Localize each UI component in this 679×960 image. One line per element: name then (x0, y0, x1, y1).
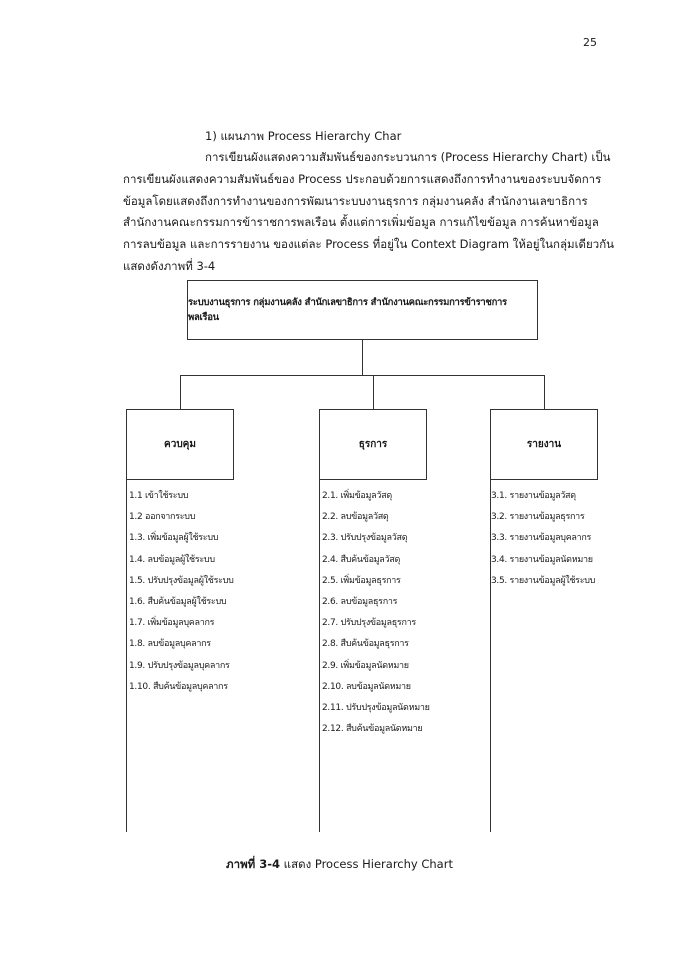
list-item: 1.10. สืบค้นข้อมูลบุคลากร (129, 681, 228, 692)
category-label: ธุรการ (358, 439, 388, 450)
process-list-admin (322, 486, 430, 740)
paragraph-line: ข้อมูลโดยแสดงถึงการทำงานของการพัฒนาระบบงานธุรการ กลุ่มงานคลัง สำนักงานเลขาธิการ (123, 193, 588, 208)
list-item: 2.7. ปรับปรุงข้อมูลธุรการ (322, 618, 416, 629)
connector-line (362, 340, 363, 375)
connector-line (373, 375, 374, 409)
paragraph-line: สำนักงานคณะกรรมการข้าราชการพลเรือน ตั้งแต่การเพิ่มข้อมูล การแก้ไขข้อมูล การค้นหาข้อมูล (123, 215, 599, 230)
list-item: 1.6. สืบค้นข้อมูลผู้ใช้ระบบ (129, 596, 227, 607)
connector-line (544, 375, 545, 409)
figure-caption (0, 856, 679, 874)
list-item: 1.5. ปรับปรุงข้อมูลผู้ใช้ระบบ (129, 575, 234, 586)
list-item: 3.3. รายงานข้อมูลบุคลากร (491, 533, 592, 544)
list-item: 1.3. เพิ่มข้อมูลผู้ใช้ระบบ (129, 533, 219, 544)
paragraph-line: การเขียนผังแสดงความสัมพันธ์ของ Process ประกอบด้วยการแสดงถึงการทำงานของระบบจัดการ (123, 171, 602, 186)
column-line (126, 480, 127, 832)
list-item: 1.9. ปรับปรุงข้อมูลบุคลากร (129, 660, 230, 671)
list-item: 2.3. ปรับปรุงข้อมูลวัสดุ (322, 533, 408, 544)
list-item: 2.10. ลบข้อมูลนัดหมาย (322, 681, 411, 692)
category-box-control (126, 409, 234, 480)
list-item: 3.2. รายงานข้อมูลธุรการ (491, 512, 585, 523)
list-item: 2.8. สืบค้นข้อมูลธุรการ (322, 639, 409, 650)
list-item: 3.5. รายงานข้อมูลผู้ใช้ระบบ (491, 575, 596, 586)
category-box-admin (319, 409, 427, 480)
list-item: 3.4. รายงานข้อมูลนัดหมาย (491, 554, 593, 565)
list-item: 2.1. เพิ่มข้อมูลวัสดุ (322, 491, 392, 501)
process-list-report (491, 486, 595, 592)
category-label: รายงาน (526, 439, 562, 450)
paragraph-line: แสดงดังภาพที่ 3-4 (123, 258, 216, 273)
page-number: 25 (583, 36, 597, 49)
category-box-report (490, 409, 598, 480)
list-item: 2.4. สืบค้นข้อมูลวัสดุ (322, 554, 401, 565)
list-item: 2.12. สืบค้นข้อมูลนัดหมาย (322, 724, 423, 735)
list-item: 1.1 เข้าใช้ระบบ (129, 491, 189, 501)
root-process-box (187, 280, 538, 340)
paragraph-line: การลบข้อมูล และการรายงาน ของแต่ละ Process ที่อยู่ใน Context Diagram ให้อยู่ในกลุ่มเดียวกัน (123, 237, 615, 252)
list-item: 2.11. ปรับปรุงข้อมูลนัดหมาย (322, 702, 430, 713)
list-item: 1.7. เพิ่มข้อมูลบุคลากร (129, 618, 215, 629)
paragraph-line: การเขียนผังแสดงความสัมพันธ์ของกระบวนการ (Process Hierarchy Chart) เป็น (205, 150, 611, 164)
list-item: 1.2 ออกจากระบบ (129, 512, 196, 523)
caption-label: ภาพที่ 3-4 (226, 857, 281, 871)
process-list-control (129, 486, 234, 698)
body-paragraph (123, 147, 615, 278)
category-label: ควบคุม (164, 439, 196, 450)
list-item: 2.6. ลบข้อมูลธุรการ (322, 596, 398, 607)
list-item: 2.2. ลบข้อมูลวัสดุ (322, 512, 389, 523)
column-line (319, 480, 320, 832)
caption-text: แสดง Process Hierarchy Chart (280, 857, 453, 871)
list-item: 1.8. ลบข้อมูลบุคลากร (129, 639, 211, 650)
connector-line (180, 375, 544, 376)
list-item: 1.4. ลบข้อมูลผู้ใช้ระบบ (129, 554, 215, 565)
section-heading: 1) แผนภาพ Process Hierarchy Char (205, 129, 402, 143)
list-item: 2.5. เพิ่มข้อมูลธุรการ (322, 575, 401, 586)
root-process-label: ระบบงานธุรการ กลุ่มงานคลัง สำนักเลขาธิการ สำนักงานคณะกรรมการข้าราชการพลเรือน (188, 297, 507, 323)
connector-line (180, 375, 181, 409)
list-item: 3.1. รายงานข้อมูลวัสดุ (491, 491, 576, 501)
list-item: 2.9. เพิ่มข้อมูลนัดหมาย (322, 660, 409, 671)
